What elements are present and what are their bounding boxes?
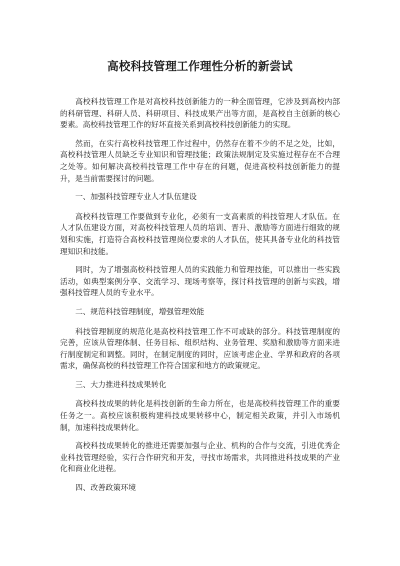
paragraph: 高校科技管理工作要做到专业化，必须有一支高素质的科技管理人才队伍。在人才队伍建设方面，对高校科技管理人员的培训、晋升、激励等方面进行细致的规划和实施，打造符合高校科技管理岗位要求的人才队伍，使其具备专业化的科技管理知识和技能。 bbox=[60, 211, 340, 256]
section-heading: 四、改善政策环境 bbox=[75, 483, 136, 493]
document-title: 高校科技管理工作理性分析的新尝试 bbox=[107, 59, 293, 73]
section-heading: 二、规范科技管理制度，增强管理效能 bbox=[75, 306, 205, 316]
document-body bbox=[60, 96, 340, 494]
paragraph: 高校科技管理工作是对高校科技创新能力的一种全面管理，它涉及到高校内部的科研管理、科研人员、科研项目、科技成果产出等方面，是高校自主创新的核心要素。高校科技管理工作的好坏直接关系到高校科技创新能力的实现。 bbox=[60, 97, 340, 130]
paragraph: 高校科技成果的转化是科技创新的生命力所在，也是高校科技管理工作的重要任务之一。高校应该积极构建科技成果转移中心，制定相关政策，并引入市场机制，加速科技成果转化。 bbox=[60, 399, 340, 432]
paragraph: 高校科技成果转化的推进还需要加强与企业、机构的合作与交流，引进优秀企业科技管理经验，实行合作研究和开发，寻找市场需求，共同推进科技成果的产业化和商业化进程。 bbox=[60, 441, 340, 474]
paragraph: 同时，为了增强高校科技管理人员的实践能力和管理技能，可以推出一些实践活动，如典型案例分享、交流学习、现场考察等，探讨科技管理的创新与实践，增强科技管理人员的专业水平。 bbox=[60, 265, 340, 298]
section-heading: 三、大力推进科技成果转化 bbox=[75, 379, 167, 389]
paragraph: 科技管理制度的规范化是高校科技管理工作不可或缺的部分。科技管理制度的完善，应该从管理体制、任务目标、组织结构、业务管理、奖励和激励等方面来进行制度制定和调整。同时，在制定制度的同时，应该考虑企业、学界和政府的各项需求，确保高校的科技管理工作符合国家和地方的政策规定。 bbox=[60, 326, 340, 371]
paragraph: 然而，在实行高校科技管理工作过程中，仍然存在着不少的不足之处，比如，高校科技管理人员缺乏专业知识和管理技能；政策法规制定及实施过程存在不合理之处等。如何解决高校科技管理工作中存在的问题，促进高校科技创新能力的提升，是当前需要探讨的问题。 bbox=[60, 138, 340, 183]
section-heading: 一、加强科技管理专业人才队伍建设 bbox=[75, 192, 197, 202]
